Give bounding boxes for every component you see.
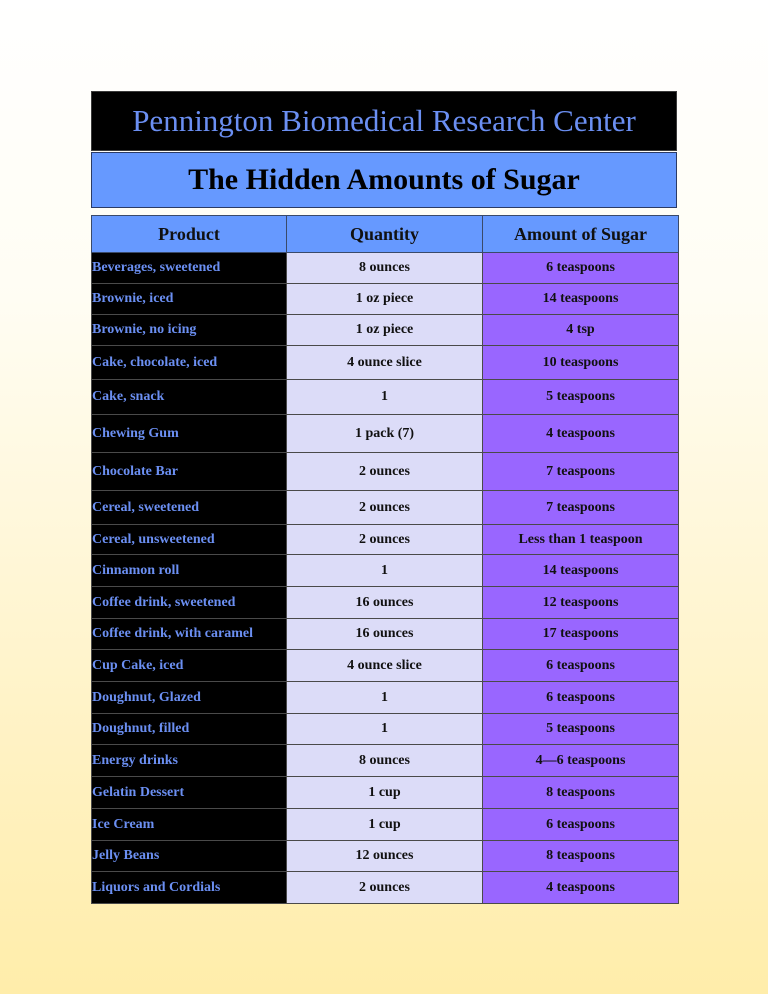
quantity-cell: 2 ounces <box>287 453 483 491</box>
product-cell: Jelly Beans <box>92 841 287 872</box>
table-row <box>92 380 679 415</box>
quantity-cell: 12 ounces <box>287 841 483 872</box>
product-cell: Beverages, sweetened <box>92 253 287 284</box>
table-body <box>92 253 679 904</box>
sugar-amount-cell: 4 teaspoons <box>483 872 679 904</box>
quantity-cell: 1 oz piece <box>287 315 483 346</box>
sugar-amount-cell: 4 teaspoons <box>483 415 679 453</box>
product-cell: Brownie, no icing <box>92 315 287 346</box>
table-row <box>92 284 679 315</box>
header-quantity: Quantity <box>287 216 483 253</box>
product-cell: Cinnamon roll <box>92 555 287 587</box>
table-row <box>92 587 679 619</box>
quantity-cell: 8 ounces <box>287 253 483 284</box>
sugar-table <box>91 215 679 904</box>
quantity-cell: 2 ounces <box>287 491 483 525</box>
sugar-amount-cell: 5 teaspoons <box>483 380 679 415</box>
sugar-amount-cell: 4—6 teaspoons <box>483 745 679 777</box>
sugar-amount-cell: 6 teaspoons <box>483 650 679 682</box>
product-cell: Energy drinks <box>92 745 287 777</box>
product-cell: Cereal, sweetened <box>92 491 287 525</box>
table-row <box>92 491 679 525</box>
quantity-cell: 1 pack (7) <box>287 415 483 453</box>
quantity-cell: 1 <box>287 682 483 714</box>
header-product: Product <box>92 216 287 253</box>
organization-banner <box>91 91 677 151</box>
sugar-amount-cell: 6 teaspoons <box>483 809 679 841</box>
table-row <box>92 346 679 380</box>
quantity-cell: 16 ounces <box>287 619 483 650</box>
table-row <box>92 841 679 872</box>
product-cell: Doughnut, filled <box>92 714 287 745</box>
sugar-amount-cell: 8 teaspoons <box>483 841 679 872</box>
sugar-amount-cell: 7 teaspoons <box>483 453 679 491</box>
table-row <box>92 809 679 841</box>
table-row <box>92 777 679 809</box>
product-cell: Gelatin Dessert <box>92 777 287 809</box>
table-row <box>92 555 679 587</box>
table-row <box>92 682 679 714</box>
product-cell: Brownie, iced <box>92 284 287 315</box>
product-cell: Cup Cake, iced <box>92 650 287 682</box>
table-row <box>92 253 679 284</box>
sugar-amount-cell: 17 teaspoons <box>483 619 679 650</box>
quantity-cell: 4 ounce slice <box>287 346 483 380</box>
document-title: The Hidden Amounts of Sugar <box>188 163 580 196</box>
quantity-cell: 1 cup <box>287 777 483 809</box>
table-row <box>92 525 679 555</box>
sugar-amount-cell: 6 teaspoons <box>483 682 679 714</box>
quantity-cell: 1 oz piece <box>287 284 483 315</box>
quantity-cell: 4 ounce slice <box>287 650 483 682</box>
table-row <box>92 415 679 453</box>
quantity-cell: 1 <box>287 380 483 415</box>
sugar-amount-cell: 12 teaspoons <box>483 587 679 619</box>
table-row <box>92 315 679 346</box>
header-sugar-amount: Amount of Sugar <box>483 216 679 253</box>
product-cell: Chewing Gum <box>92 415 287 453</box>
sugar-amount-cell: 8 teaspoons <box>483 777 679 809</box>
quantity-cell: 2 ounces <box>287 525 483 555</box>
quantity-cell: 1 <box>287 555 483 587</box>
product-cell: Cake, snack <box>92 380 287 415</box>
product-cell: Liquors and Cordials <box>92 872 287 904</box>
table-row <box>92 745 679 777</box>
sugar-amount-cell: 7 teaspoons <box>483 491 679 525</box>
quantity-cell: 16 ounces <box>287 587 483 619</box>
sugar-amount-cell: 10 teaspoons <box>483 346 679 380</box>
sugar-amount-cell: 5 teaspoons <box>483 714 679 745</box>
quantity-cell: 1 cup <box>287 809 483 841</box>
table-row <box>92 872 679 904</box>
product-cell: Cake, chocolate, iced <box>92 346 287 380</box>
quantity-cell: 2 ounces <box>287 872 483 904</box>
table-row <box>92 650 679 682</box>
product-cell: Ice Cream <box>92 809 287 841</box>
table-row <box>92 619 679 650</box>
title-banner <box>91 152 677 208</box>
product-cell: Doughnut, Glazed <box>92 682 287 714</box>
sugar-amount-cell: 6 teaspoons <box>483 253 679 284</box>
sugar-amount-cell: 14 teaspoons <box>483 555 679 587</box>
sugar-amount-cell: 14 teaspoons <box>483 284 679 315</box>
organization-title: Pennington Biomedical Research Center <box>132 103 636 138</box>
table-header-row <box>92 216 679 253</box>
product-cell: Coffee drink, with caramel <box>92 619 287 650</box>
quantity-cell: 8 ounces <box>287 745 483 777</box>
table-row <box>92 714 679 745</box>
product-cell: Chocolate Bar <box>92 453 287 491</box>
sugar-amount-cell: 4 tsp <box>483 315 679 346</box>
quantity-cell: 1 <box>287 714 483 745</box>
sugar-amount-cell: Less than 1 teaspoon <box>483 525 679 555</box>
product-cell: Cereal, unsweetened <box>92 525 287 555</box>
table-row <box>92 453 679 491</box>
product-cell: Coffee drink, sweetened <box>92 587 287 619</box>
